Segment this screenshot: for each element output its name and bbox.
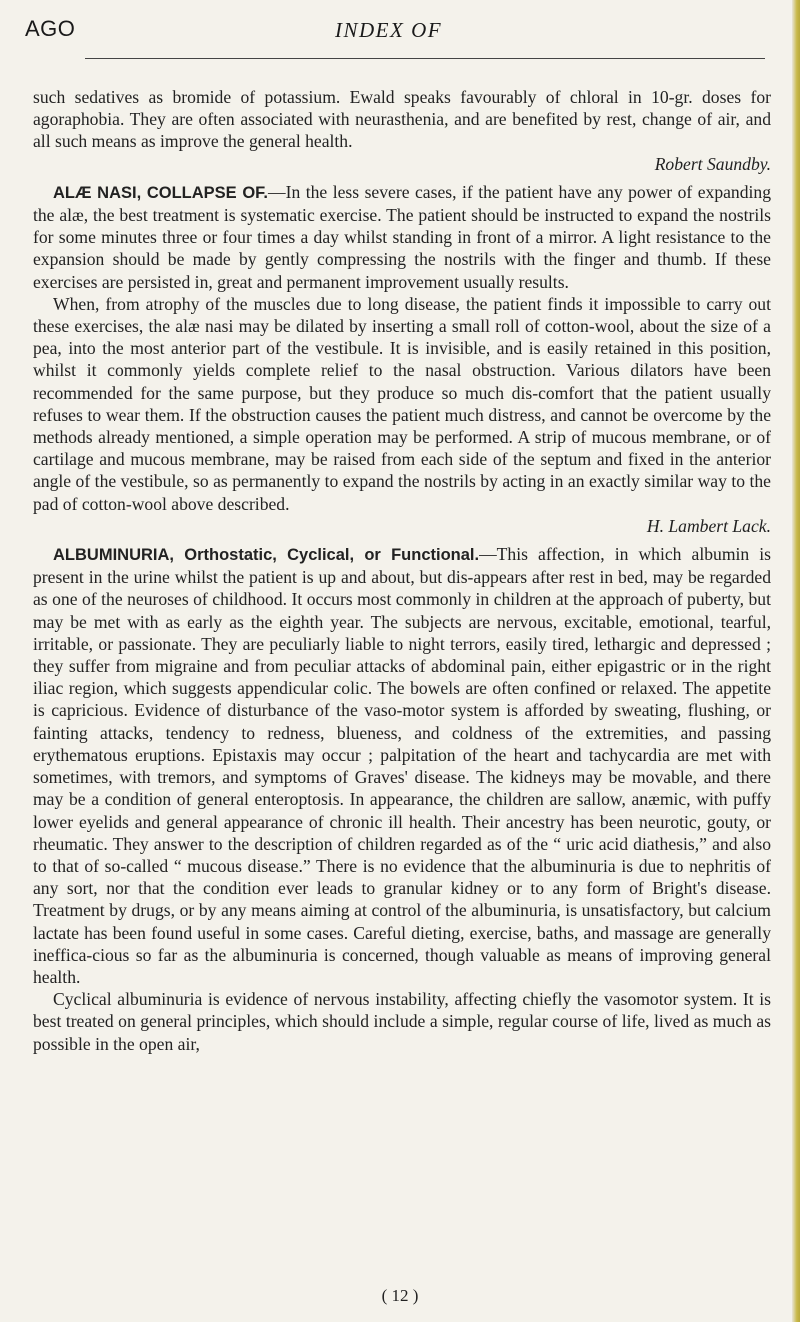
entry-heading: ALBUMINURIA, Orthostatic, Cyclical, or Functional. bbox=[53, 546, 480, 565]
entry-albuminuria bbox=[33, 543, 771, 988]
page-body bbox=[33, 86, 771, 1055]
entry-albuminuria-continued bbox=[33, 988, 771, 1055]
entry-alae-nasi-continued bbox=[33, 293, 771, 515]
page-number: ( 12 ) bbox=[381, 1286, 419, 1305]
entry-heading: ALÆ NASI, COLLAPSE OF. bbox=[53, 183, 269, 202]
author-signature: H. Lambert Lack. bbox=[646, 515, 771, 536]
running-header bbox=[25, 14, 765, 54]
paragraph-text: Cyclical albuminuria is evidence of nervous instability, affecting chiefly the vasomotor system. It is best treated on general principles, which should include a simple, regular course of life, lived as much as possible in the open air, bbox=[33, 989, 771, 1054]
entry-alae-nasi bbox=[33, 181, 771, 293]
paragraph-text: When, from atrophy of the muscles due to long disease, the patient finds it impossible to carry out these exercises, the alæ nasi may be dilated by inserting a small roll of cotton-wool, about the size of a pea, into the most anterior part of the vestibule. It is invisible, and is easily retained in this position, whilst it commonly yields complete relief to the nasal obstruction. Various dilators have been recommended for the same purpose, but they produce so much dis-comfort that the patient usually refuses to wear them. If the obstruction causes the patient much distress, and cannot be overcome by the methods already mentioned, a simple operation may be performed. A strip of mucous membrane, or of cartilage and mucous membrane, may be raised from each side of the septum and fixed in the anterior angle of the vestibule, so as permanently to expand the nostrils by acting in an exactly similar way to the pad of cotton-wool above described. bbox=[33, 293, 771, 514]
page-edge bbox=[792, 0, 800, 1322]
agoraphobia-continuation bbox=[33, 86, 771, 153]
entry-text: —In the less severe cases, if the patient have any power of expanding the alæ, the best treatment is systematic exercise. The patient should be instructed to expand the nostrils for some minutes three or four times a day whilst standing in front of a mirror. A light resistance to the expansion should be made by gently compressing the nostrils with the finger and thumb. If these exercises are persisted in, great and permanent improvement usually results. bbox=[33, 181, 771, 292]
header-keyword: AGO bbox=[25, 16, 76, 41]
paragraph-text: such sedatives as bromide of potassium. Ewald speaks favourably of chloral in 10-gr. doses for agoraphobia. They are often associated with neurasthenia, and are benefited by rest, change of air, and all such means as improve the general health. bbox=[33, 87, 771, 152]
header-rule bbox=[85, 58, 765, 59]
author-signature: Robert Saundby. bbox=[654, 153, 771, 174]
header-title: INDEX OF bbox=[335, 18, 443, 42]
entry-text: —This affection, in which albumin is present in the urine whilst the patient is up and about, but dis-appears after rest in bed, may be regarded as one of the neuroses of childhood. It occurs most commonly in children at the approach of puberty, but may be met with as early as the eighth year. The subjects are nervous, excitable, emotional, tearful, irritable, or passionate. They are peculiarly liable to night terrors, easily tired, lethargic and depressed ; they suffer from migraine and from peculiar attacks of abdominal pain, either epigastric or in the right iliac region, which suggests appendicular colic. The bowels are often confined or relaxed. The appetite is capricious. Evidence of disturbance of the vaso-motor system is afforded by sweating, flushing, or fainting attacks, tendency to redness, blueness, and coldness of the extremities, and passing erythematous eruptions. Epistaxis may occur ; palpitation of the heart and tachycardia are met with sometimes, with tremors, and symptoms of Graves' disease. The kidneys may be movable, and there may be a condition of general enteroptosis. In appearance, the children are sallow, anæmic, with puffy lower eyelids and general appearance of chronic ill health. Their ancestry has been neurotic, gouty, or rheumatic. They answer to the description of children regarded as of the “ uric acid diathesis,” and also to that of so-called “ mucous disease.” There is no evidence that the albuminuria is due to nephritis of any sort, nor that the condition ever leads to granular kidney or to any form of Bright's disease. Treatment by drugs, or by any means aiming at control of the albuminuria, is unsatisfactory, but calcium lactate has been found useful in some cases. Careful dieting, exercise, baths, and massage are generally ineffica-cious so far as the albuminuria is concerned, though valuable as means of improving general health. bbox=[33, 544, 771, 987]
